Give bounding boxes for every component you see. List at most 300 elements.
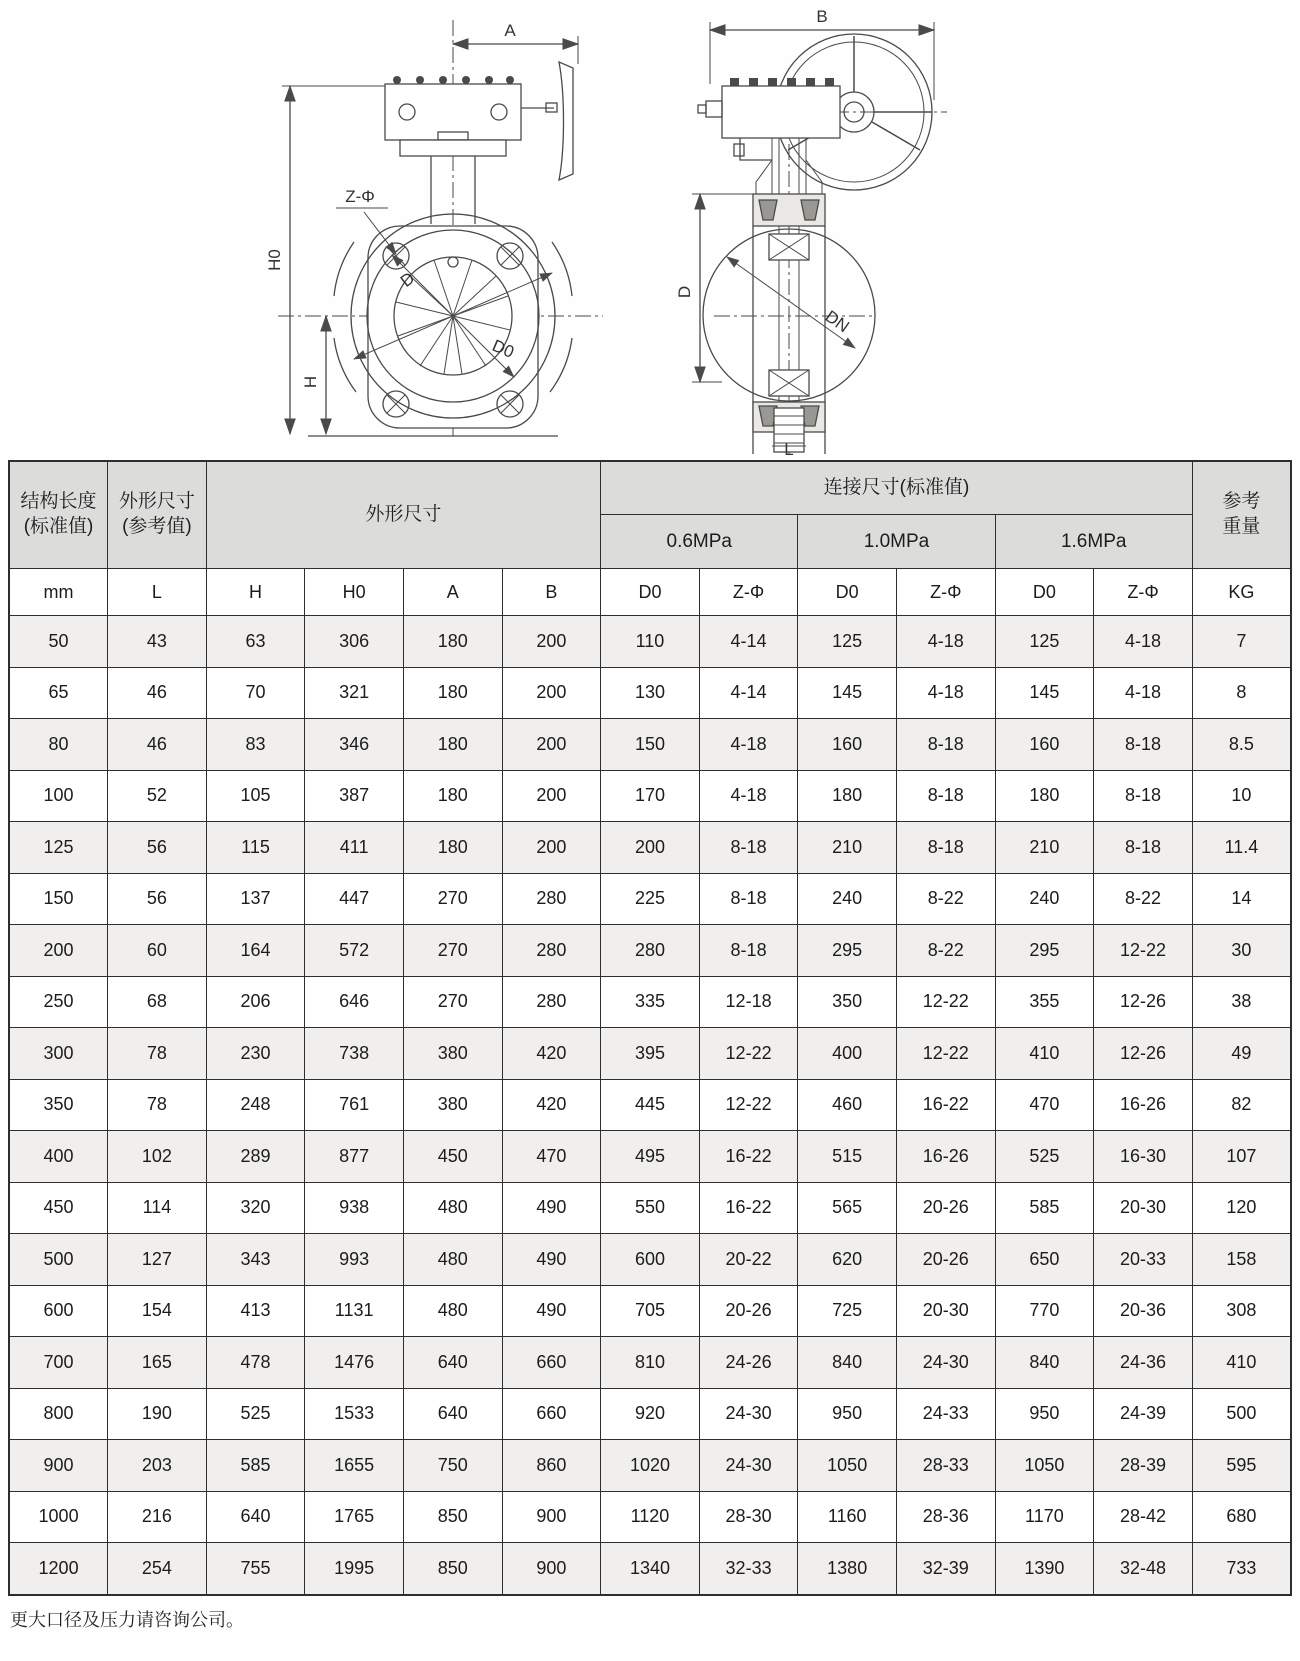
table-cell: 306 [305,616,404,668]
table-cell: 413 [206,1285,305,1337]
table-cell: 738 [305,1028,404,1080]
table-cell: 20-36 [1094,1285,1193,1337]
table-cell: 180 [798,770,897,822]
unit-cell-A: A [403,569,502,616]
table-cell: 920 [601,1388,700,1440]
table-cell: 127 [108,1234,207,1286]
table-cell: 49 [1192,1028,1291,1080]
table-cell: 1380 [798,1543,897,1595]
table-cell: 160 [995,719,1094,771]
dim-label-DN: DN [821,306,853,337]
table-cell: 16-22 [699,1131,798,1183]
table-cell: 114 [108,1182,207,1234]
table-cell: 335 [601,976,700,1028]
table-cell: 4-18 [896,667,995,719]
table-cell: 1131 [305,1285,404,1337]
table-cell: 400 [798,1028,897,1080]
table-cell: 200 [502,719,601,771]
table-cell: 515 [798,1131,897,1183]
header-connection-dims: 连接尺寸(标准值) [601,461,1193,515]
table-cell: 733 [1192,1543,1291,1595]
table-cell: 4-14 [699,667,798,719]
table-cell: 600 [9,1285,108,1337]
table-cell: 355 [995,976,1094,1028]
header-pressure-10: 1.0MPa [798,515,995,569]
table-cell: 600 [601,1234,700,1286]
table-cell: 14 [1192,873,1291,925]
table-cell: 150 [601,719,700,771]
table-cell: 24-30 [699,1440,798,1492]
table-cell: 105 [206,770,305,822]
table-cell: 24-30 [896,1337,995,1389]
table-cell: 78 [108,1079,207,1131]
table-cell: 495 [601,1131,700,1183]
header-outline-ref-line2: (参考值) [122,516,192,537]
table-cell: 480 [403,1182,502,1234]
table-cell: 300 [9,1028,108,1080]
table-cell: 1160 [798,1491,897,1543]
table-cell: 164 [206,925,305,977]
table-cell: 595 [1192,1440,1291,1492]
unit-cell-H0: H0 [305,569,404,616]
table-cell: 28-33 [896,1440,995,1492]
table-cell: 160 [798,719,897,771]
table-cell: 343 [206,1234,305,1286]
table-row [9,616,1291,668]
table-cell: 620 [798,1234,897,1286]
table-cell: 1020 [601,1440,700,1492]
unit-cell-D0-10: D0 [798,569,897,616]
header-structure-length-line1: 结构长度 [20,491,97,513]
header-pressure-06: 0.6MPa [601,515,798,569]
table-cell: 107 [1192,1131,1291,1183]
table-cell: 32-48 [1094,1543,1193,1595]
table-row [9,1234,1291,1286]
unit-cell-H: H [206,569,305,616]
unit-cell-KG: KG [1192,569,1291,616]
valve-front-view-drawing [158,4,608,444]
table-cell: 24-36 [1094,1337,1193,1389]
table-cell: 8-18 [1094,822,1193,874]
table-cell: 24-39 [1094,1388,1193,1440]
header-pressure-16: 1.6MPa [995,515,1192,569]
table-cell: 200 [502,616,601,668]
header-ref-weight [1192,461,1291,569]
table-cell: 190 [108,1388,207,1440]
table-cell: 295 [995,925,1094,977]
table-cell: 24-26 [699,1337,798,1389]
table-cell: 860 [502,1440,601,1492]
unit-cell-mm: mm [9,569,108,616]
table-row [9,1285,1291,1337]
table-cell: 46 [108,667,207,719]
table-row [9,1388,1291,1440]
table-cell: 180 [403,822,502,874]
table-cell: 154 [108,1285,207,1337]
table-cell: 640 [403,1337,502,1389]
table-cell: 8-18 [1094,719,1193,771]
dim-label-A: A [504,21,516,40]
header-outline-ref-line1: 外形尺寸 [118,491,195,513]
table-cell: 1533 [305,1388,404,1440]
table-cell: 420 [502,1028,601,1080]
table-cell: 4-18 [699,770,798,822]
table-row [9,770,1291,822]
table-cell: 725 [798,1285,897,1337]
table-cell: 43 [108,616,207,668]
table-cell: 1340 [601,1543,700,1595]
table-cell: 1765 [305,1491,404,1543]
table-cell: 8-22 [896,873,995,925]
table-cell: 877 [305,1131,404,1183]
table-cell: 12-22 [699,1028,798,1080]
table-cell: 145 [798,667,897,719]
table-cell: 755 [206,1543,305,1595]
table-cell: 840 [995,1337,1094,1389]
table-cell: 850 [403,1543,502,1595]
table-cell: 11.4 [1192,822,1291,874]
table-cell: 950 [995,1388,1094,1440]
table-cell: 1000 [9,1491,108,1543]
table-cell: 137 [206,873,305,925]
table-cell: 490 [502,1285,601,1337]
table-cell: 56 [108,822,207,874]
unit-cell-Zphi-16: Z-Φ [1094,569,1193,616]
dim-label-B: B [816,7,828,26]
table-cell: 1390 [995,1543,1094,1595]
table-row [9,1543,1291,1595]
table-row [9,1491,1291,1543]
table-cell: 200 [9,925,108,977]
table-cell: 4-18 [1094,616,1193,668]
table-cell: 16-30 [1094,1131,1193,1183]
footer-note: 更大口径及压力请咨询公司。 [10,1609,244,1630]
table-cell: 411 [305,822,404,874]
table-cell: 700 [9,1337,108,1389]
table-row [9,976,1291,1028]
table-cell: 993 [305,1234,404,1286]
table-cell: 280 [601,925,700,977]
table-cell: 240 [995,873,1094,925]
table-cell: 230 [206,1028,305,1080]
table-cell: 8-18 [896,822,995,874]
table-row [9,1028,1291,1080]
header-outline-dims: 外形尺寸 [206,461,600,569]
table-cell: 380 [403,1028,502,1080]
table-cell: 16-26 [896,1131,995,1183]
table-cell: 125 [995,616,1094,668]
table-cell: 10 [1192,770,1291,822]
table-cell: 1120 [601,1491,700,1543]
header-structure-length [9,461,108,569]
table-cell: 130 [601,667,700,719]
table-row [9,1440,1291,1492]
table-cell: 308 [1192,1285,1291,1337]
table-cell: 80 [9,719,108,771]
table-cell: 100 [9,770,108,822]
table-cell: 200 [502,667,601,719]
table-row [9,667,1291,719]
table-cell: 30 [1192,925,1291,977]
table-cell: 8-22 [896,925,995,977]
table-cell: 410 [995,1028,1094,1080]
table-cell: 938 [305,1182,404,1234]
table-cell: 470 [502,1131,601,1183]
table-cell: 550 [601,1182,700,1234]
table-cell: 7 [1192,616,1291,668]
table-cell: 8-18 [1094,770,1193,822]
table-cell: 206 [206,976,305,1028]
table-row [9,1131,1291,1183]
table-cell: 840 [798,1337,897,1389]
table-cell: 280 [502,873,601,925]
table-cell: 16-22 [699,1182,798,1234]
table-cell: 210 [995,822,1094,874]
table-cell: 16-26 [1094,1079,1193,1131]
table-cell: 1200 [9,1543,108,1595]
table-cell: 8-18 [699,822,798,874]
table-cell: 200 [601,822,700,874]
table-cell: 24-33 [896,1388,995,1440]
table-cell: 20-26 [896,1182,995,1234]
unit-cell-D0-16: D0 [995,569,1094,616]
table-cell: 350 [9,1079,108,1131]
table-cell: 585 [206,1440,305,1492]
table-cell: 900 [9,1440,108,1492]
table-cell: 460 [798,1079,897,1131]
valve-drawings [0,0,1210,456]
table-cell: 295 [798,925,897,977]
table-cell: 12-22 [699,1079,798,1131]
header-outline-ref [108,461,207,569]
table-cell: 52 [108,770,207,822]
dim-label-D0: D0 [489,335,517,362]
table-cell: 70 [206,667,305,719]
table-cell: 1050 [798,1440,897,1492]
table-cell: 200 [502,822,601,874]
table-cell: 115 [206,822,305,874]
table-cell: 8-18 [699,873,798,925]
unit-cell-D0-06: D0 [601,569,700,616]
table-cell: 180 [403,667,502,719]
table-cell: 145 [995,667,1094,719]
table-cell: 350 [798,976,897,1028]
table-cell: 680 [1192,1491,1291,1543]
valve-side-view-drawing [622,4,962,456]
table-cell: 170 [601,770,700,822]
table-cell: 216 [108,1491,207,1543]
table-cell: 8-18 [896,770,995,822]
table-cell: 180 [995,770,1094,822]
table-row [9,1337,1291,1389]
table-cell: 770 [995,1285,1094,1337]
dimension-spec-table [8,460,1292,1596]
table-cell: 395 [601,1028,700,1080]
table-cell: 1995 [305,1543,404,1595]
table-cell: 16-22 [896,1079,995,1131]
table-cell: 289 [206,1131,305,1183]
table-cell: 800 [9,1388,108,1440]
table-cell: 1655 [305,1440,404,1492]
dim-label-D-side: D [675,285,694,299]
table-cell: 585 [995,1182,1094,1234]
table-cell: 20-30 [896,1285,995,1337]
table-cell: 810 [601,1337,700,1389]
table-cell: 761 [305,1079,404,1131]
table-cell: 65 [9,667,108,719]
table-cell: 646 [305,976,404,1028]
table-cell: 572 [305,925,404,977]
table-cell: 480 [403,1285,502,1337]
dim-label-H0: H0 [265,249,284,271]
table-cell: 320 [206,1182,305,1234]
table-cell: 165 [108,1337,207,1389]
table-cell: 8.5 [1192,719,1291,771]
table-cell: 240 [798,873,897,925]
table-cell: 20-26 [896,1234,995,1286]
header-structure-length-line2: (标准值) [23,516,94,537]
table-cell: 4-18 [896,616,995,668]
table-cell: 1476 [305,1337,404,1389]
table-cell: 50 [9,616,108,668]
table-cell: 250 [9,976,108,1028]
table-cell: 20-26 [699,1285,798,1337]
table-cell: 38 [1192,976,1291,1028]
dim-label-Z-phi: Z-Φ [345,187,375,206]
table-cell: 480 [403,1234,502,1286]
table-cell: 12-22 [896,976,995,1028]
table-cell: 125 [798,616,897,668]
table-cell: 500 [9,1234,108,1286]
table-cell: 8 [1192,667,1291,719]
table-cell: 660 [502,1337,601,1389]
units-row [9,569,1291,616]
table-cell: 420 [502,1079,601,1131]
table-cell: 478 [206,1337,305,1389]
table-cell: 470 [995,1079,1094,1131]
table-cell: 56 [108,873,207,925]
table-cell: 280 [502,976,601,1028]
table-cell: 28-30 [699,1491,798,1543]
table-row [9,719,1291,771]
table-cell: 950 [798,1388,897,1440]
table-cell: 565 [798,1182,897,1234]
table-cell: 445 [601,1079,700,1131]
table-cell: 525 [206,1388,305,1440]
unit-cell-Zphi-10: Z-Φ [896,569,995,616]
table-cell: 180 [403,616,502,668]
table-cell: 640 [206,1491,305,1543]
table-cell: 82 [1192,1079,1291,1131]
table-cell: 346 [305,719,404,771]
table-cell: 8-18 [896,719,995,771]
unit-cell-B: B [502,569,601,616]
table-cell: 410 [1192,1337,1291,1389]
table-cell: 68 [108,976,207,1028]
table-cell: 200 [502,770,601,822]
table-cell: 490 [502,1234,601,1286]
table-cell: 32-39 [896,1543,995,1595]
table-row [9,925,1291,977]
table-cell: 83 [206,719,305,771]
table-cell: 180 [403,719,502,771]
table-cell: 203 [108,1440,207,1492]
table-cell: 450 [403,1131,502,1183]
unit-cell-Zphi-06: Z-Φ [699,569,798,616]
header-ref-weight-line2: 重量 [1222,516,1261,537]
table-row [9,822,1291,874]
table-cell: 1050 [995,1440,1094,1492]
table-cell: 900 [502,1543,601,1595]
table-cell: 24-30 [699,1388,798,1440]
table-cell: 660 [502,1388,601,1440]
table-cell: 850 [403,1491,502,1543]
table-cell: 447 [305,873,404,925]
table-cell: 158 [1192,1234,1291,1286]
dim-label-L: L [784,440,794,456]
table-cell: 46 [108,719,207,771]
table-cell: 110 [601,616,700,668]
table-cell: 254 [108,1543,207,1595]
table-cell: 248 [206,1079,305,1131]
unit-cell-L: L [108,569,207,616]
table-cell: 63 [206,616,305,668]
table-cell: 321 [305,667,404,719]
table-cell: 8-22 [1094,873,1193,925]
table-cell: 750 [403,1440,502,1492]
table-cell: 400 [9,1131,108,1183]
table-cell: 8-18 [699,925,798,977]
table-cell: 102 [108,1131,207,1183]
table-cell: 125 [9,822,108,874]
table-cell: 900 [502,1491,601,1543]
table-cell: 1170 [995,1491,1094,1543]
table-cell: 32-33 [699,1543,798,1595]
dim-label-D: D [396,268,419,291]
table-row [9,873,1291,925]
header-ref-weight-line1: 参考 [1222,491,1261,513]
table-cell: 120 [1192,1182,1291,1234]
table-cell: 4-18 [699,719,798,771]
table-cell: 150 [9,873,108,925]
table-cell: 12-26 [1094,976,1193,1028]
table-cell: 20-22 [699,1234,798,1286]
table-cell: 640 [403,1388,502,1440]
table-cell: 20-33 [1094,1234,1193,1286]
table-body [9,616,1291,1595]
table-cell: 210 [798,822,897,874]
table-cell: 450 [9,1182,108,1234]
table-cell: 387 [305,770,404,822]
table-cell: 78 [108,1028,207,1080]
table-cell: 650 [995,1234,1094,1286]
table-cell: 280 [502,925,601,977]
dim-label-H: H [301,375,320,389]
table-cell: 705 [601,1285,700,1337]
table-cell: 28-36 [896,1491,995,1543]
table-cell: 12-22 [896,1028,995,1080]
table-cell: 225 [601,873,700,925]
table-cell: 270 [403,976,502,1028]
table-cell: 270 [403,873,502,925]
table-cell: 20-30 [1094,1182,1193,1234]
table-cell: 60 [108,925,207,977]
table-row [9,1182,1291,1234]
table-cell: 4-18 [1094,667,1193,719]
table-cell: 270 [403,925,502,977]
table-cell: 525 [995,1131,1094,1183]
table-cell: 28-39 [1094,1440,1193,1492]
